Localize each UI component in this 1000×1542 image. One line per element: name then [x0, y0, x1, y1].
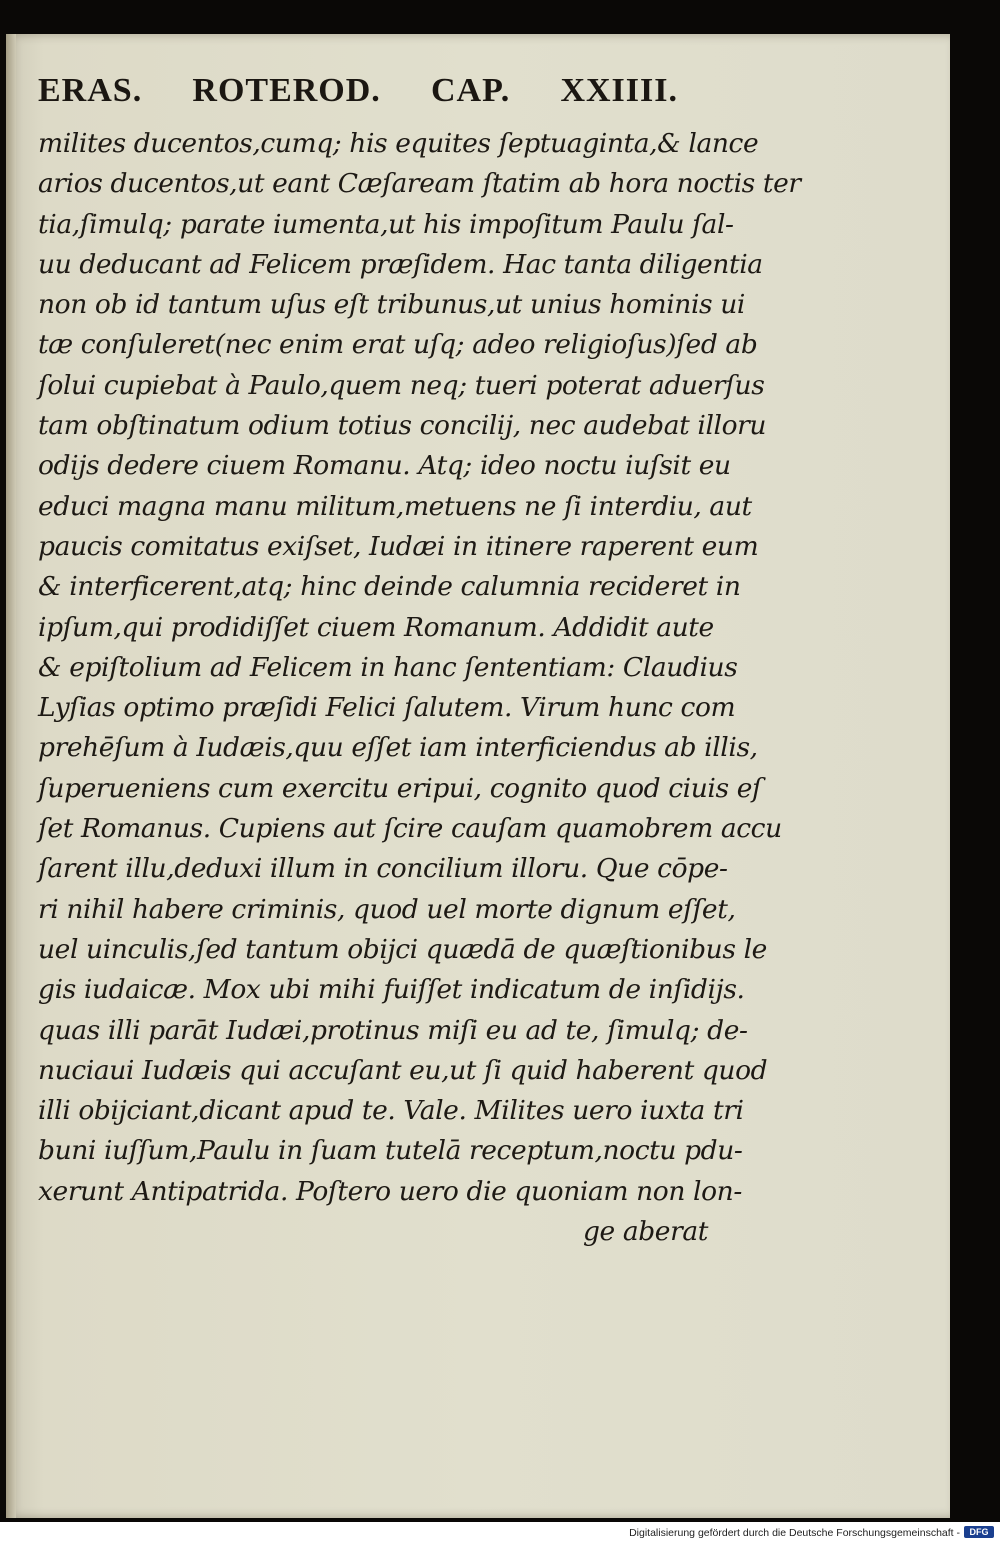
text-line: prehēſum à Iudæis,quu eſſet iam interficiendus ab illis, — [38, 732, 758, 764]
text-line: arios ducentos,ut eant Cæſaream ſtatim ab hora noctis ter — [38, 168, 801, 200]
footer-credit: Digitalisierung gefördert durch die Deutsche Forschungsgemeinschaft - — [629, 1527, 960, 1539]
text-line: non ob id tantum uſus eſt tribunus,ut unius hominis ui — [38, 289, 745, 321]
catchword: ge aberat — [582, 1216, 708, 1248]
footer — [0, 1522, 1000, 1542]
running-head-chapter-label: CAP. — [431, 72, 511, 109]
body-text — [38, 124, 801, 1252]
text-line: xerunt Antipatrida. Poſtero uero die quoniam non lon- — [38, 1175, 742, 1207]
text-line: tæ conſuleret(nec enim erat uſq; adeo religioſus)ſed ab — [38, 329, 758, 361]
text-line: ipſum,qui prodidiſſet ciuem Romanum. Addidit aute — [38, 611, 714, 643]
text-line: nuciaui Iudæis qui accuſant eu,ut ſi quid haberent quod — [38, 1054, 768, 1086]
running-head-author: ERAS. — [38, 72, 143, 109]
text-line: odijs dedere ciuem Romanu. Atq; ideo noctu iuſsit eu — [38, 450, 731, 482]
text-line: uel uinculis,ſed tantum obijci quædā de quæſtionibus le — [38, 933, 767, 965]
text-line: uu deducant ad Felicem præſidem. Hac tanta diligentia — [38, 248, 763, 280]
dfg-logo: DFG — [964, 1526, 994, 1538]
text-line: tam obſtinatum odium totius concilij, nec audebat illoru — [38, 410, 767, 442]
text-line: buni iuſſum,Paulu in ſuam tutelā receptum,noctu pdu- — [38, 1135, 743, 1167]
text-line: milites ducentos,cumq; his equites ſeptuaginta,& lance — [38, 128, 759, 159]
text-line: gis iudaicæ. Mox ubi mihi fuiſſet indicatum de inſidijs. — [38, 974, 745, 1006]
text-line: illi obijciant,dicant apud te. Vale. Milites uero iuxta tri — [38, 1095, 744, 1127]
text-line: quas illi parāt Iudæi,protinus miſi eu ad te, ſimulq; de- — [38, 1014, 748, 1046]
running-head — [38, 72, 678, 110]
text-line: ſolui cupiebat à Paulo,quem neq; tueri poterat aduerſus — [38, 369, 765, 401]
running-head-name: ROTEROD. — [192, 72, 381, 109]
text-line: & epiſtolium ad Felicem in hanc ſententiam: Claudius — [38, 651, 738, 683]
text-line: ſuperueniens cum exercitu eripui, cognito quod ciuis eſ — [38, 772, 762, 804]
text-line: ſarent illu,deduxi illum in concilium illoru. Que cōpe- — [38, 853, 728, 885]
text-line: educi magna manu militum,metuens ne ſi interdiu, aut — [38, 490, 752, 522]
text-line: tia,ſimulq; parate iumenta,ut his impoſitum Paulu ſal- — [38, 208, 734, 240]
running-head-chapter-number: XXIIII. — [560, 72, 678, 109]
page-gutter-edge — [6, 34, 16, 1518]
text-line: & interficerent,atq; hinc deinde calumnia recideret in — [38, 571, 741, 603]
text-line: ſet Romanus. Cupiens aut ſcire cauſam quamobrem accu — [38, 813, 782, 845]
text-line: Lyſias optimo præſidi Felici ſalutem. Virum hunc com — [38, 692, 736, 724]
text-line: paucis comitatus exiſset, Iudæi in itinere raperent eum — [38, 530, 759, 562]
text-line: ri nihil habere criminis, quod uel morte dignum eſſet, — [38, 893, 736, 925]
